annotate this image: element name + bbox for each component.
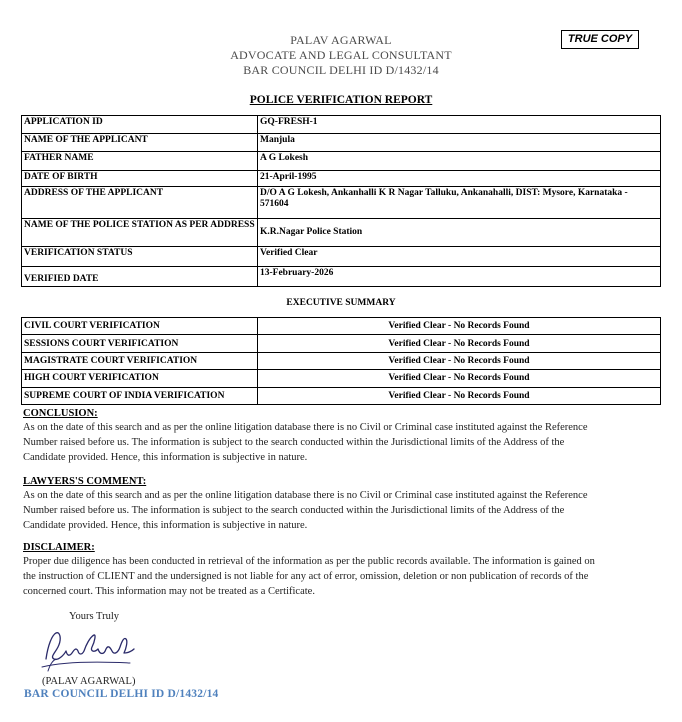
info-value: D/O A G Lokesh, Ankanhalli K R Nagar Talluku, Ankanahalli, DIST: Mysore, Karnataka - 571604 [258,187,661,219]
signatory-name: (PALAV AGARWAL) [42,676,136,687]
table-row [22,267,661,287]
info-label: ADDRESS OF THE APPLICANT [22,187,258,219]
conclusion-line: As on the date of this search and as per the online litigation database there is no Civil or Criminal case instituted against the Reference [23,422,588,433]
conclusion-line: Number raised before us. The information is subject to the search conducted within the Jurisdictional limits of the Address of the [23,437,565,448]
table-row [22,187,661,219]
disclaimer-line: Proper due diligence has been conducted in retrieval of the information as per the public records available. The information is gained on [23,556,595,567]
info-value: 13-February-2026 [258,267,661,287]
disclaimer-line: the instruction of CLIENT and the undersigned is not liable for any act of error, omission, deletion or non publication of records of the [23,571,589,582]
conclusion-line: Candidate provided. Hence, this information is subjective in nature. [23,452,308,463]
info-value: A G Lokesh [258,152,661,171]
lawyers-comment-heading: LAWYERS'S COMMENT: [23,476,147,487]
table-row [22,219,661,247]
court-label: SUPREME COURT OF INDIA VERIFICATION [22,387,258,404]
table-row [22,387,661,404]
table-row [22,352,661,369]
disclaimer-heading: DISCLAIMER: [23,542,95,553]
info-value: Manjula [258,134,661,152]
info-value: Verified Clear [258,247,661,267]
court-label: SESSIONS COURT VERIFICATION [22,335,258,352]
conclusion-section [23,408,659,465]
table-row [22,318,661,335]
info-value: GQ-FRESH-1 [258,116,661,134]
info-label: VERIFICATION STATUS [22,247,258,267]
court-label: CIVIL COURT VERIFICATION [22,318,258,335]
table-row [22,370,661,387]
info-label: VERIFIED DATE [22,267,258,287]
footer-bar-id: BAR COUNCIL DELHI ID D/1432/14 [24,688,219,700]
info-value: 21-April-1995 [258,171,661,187]
lawyers-comment-line: Candidate provided. Hence, this information is subjective in nature. [23,520,308,531]
table-row [22,134,661,152]
court-status: Verified Clear - No Records Found [258,370,661,387]
info-label: APPLICATION ID [22,116,258,134]
executive-summary-table [21,317,661,405]
info-label: DATE OF BIRTH [22,171,258,187]
court-label: MAGISTRATE COURT VERIFICATION [22,352,258,369]
info-label: NAME OF THE POLICE STATION AS PER ADDRESS [22,219,258,247]
closing-text: Yours Truly [69,611,120,622]
info-label: NAME OF THE APPLICANT [22,134,258,152]
table-row [22,171,661,187]
advocate-title: ADVOCATE AND LEGAL CONSULTANT [230,48,452,62]
court-status: Verified Clear - No Records Found [258,335,661,352]
applicant-info-table [21,115,661,287]
executive-summary-title: EXECUTIVE SUMMARY [286,298,396,308]
table-row [22,335,661,352]
disclaimer-section [23,542,659,599]
disclaimer-line: concerned court. This information may not be treated as a Certificate. [23,586,315,597]
conclusion-heading: CONCLUSION: [23,408,98,419]
true-copy-stamp: TRUE COPY [561,30,639,49]
info-label: FATHER NAME [22,152,258,171]
lawyers-comment-section [23,476,659,533]
lawyers-comment-line: As on the date of this search and as per the online litigation database there is no Civil or Criminal case instituted against the Reference [23,490,588,501]
report-title: POLICE VERIFICATION REPORT [249,94,433,106]
court-status: Verified Clear - No Records Found [258,387,661,404]
table-row [22,116,661,134]
court-status: Verified Clear - No Records Found [258,318,661,335]
signature-icon [38,625,138,675]
table-row [22,152,661,171]
advocate-name: PALAV AGARWAL [290,33,392,47]
advocate-bar-id: BAR COUNCIL DELHI ID D/1432/14 [243,63,439,77]
info-value: K.R.Nagar Police Station [258,219,661,247]
court-label: HIGH COURT VERIFICATION [22,370,258,387]
lawyers-comment-line: Number raised before us. The information is subject to the search conducted within the Jurisdictional limits of the Address of the [23,505,565,516]
table-row [22,247,661,267]
court-status: Verified Clear - No Records Found [258,352,661,369]
